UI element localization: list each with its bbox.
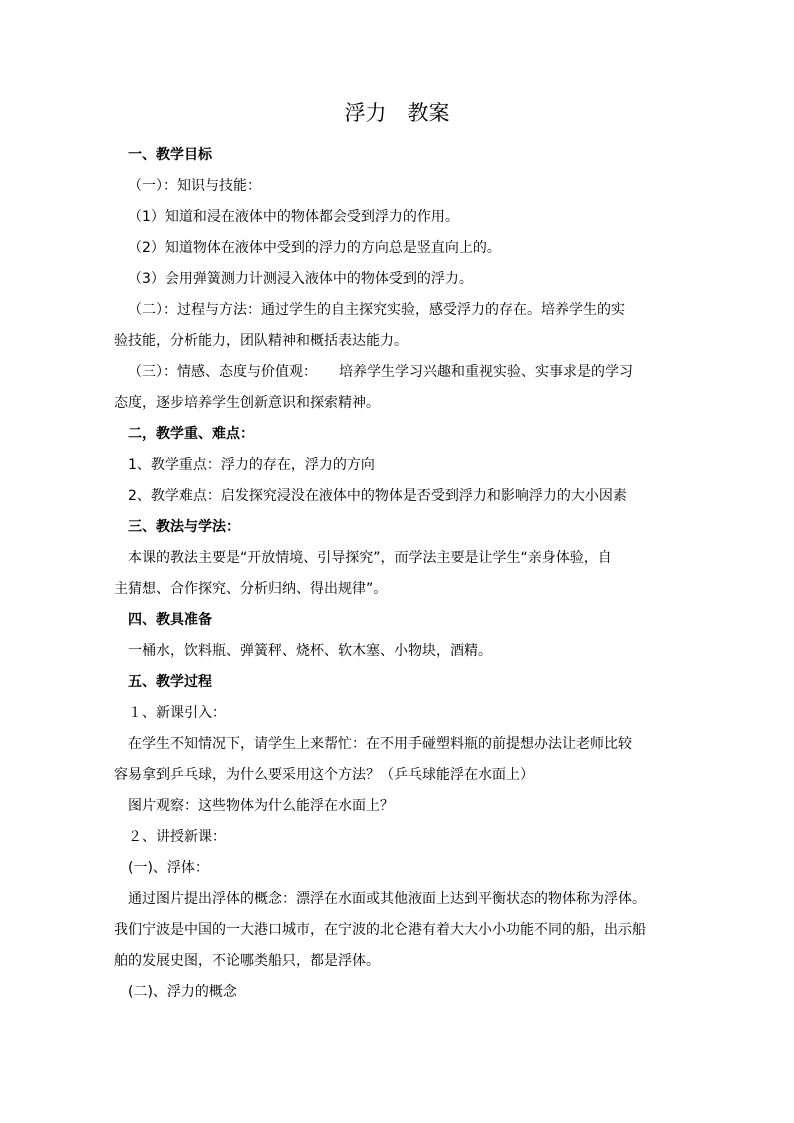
heading-teaching-objectives: 一、教学目标 <box>128 147 212 163</box>
document-title: 浮力 教案 <box>344 101 450 125</box>
paragraph-line: 1、教学重点：浮力的存在，浮力的方向 <box>128 457 375 473</box>
paragraph-segment: 培养学生学习兴趣和重视实验、实事求是的学习 <box>339 364 633 380</box>
paragraph-line: （一）：知识与技能： <box>128 178 261 194</box>
paragraph-line: （2）知道物体在液体中受到的浮力的方向总是竖直向上的。 <box>128 240 501 256</box>
paragraph-line: 主猜想、合作探究、分析归纳、得出规律”。 <box>114 581 388 597</box>
paragraph-line: （3）会用弹簧测力计测浸入液体中的物体受到的浮力。 <box>128 271 473 287</box>
paragraph-line: （二）：过程与方法：通过学生的自主探究实验，感受浮力的存在。培养学生的实 <box>128 302 625 318</box>
paragraph-line: 我们宁波是中国的一大港口城市，在宁波的北仑港有着大大小小功能不同的船，出示船 <box>114 922 646 938</box>
paragraph-line <box>114 357 698 388</box>
heading-key-points: 二，教学重、难点： <box>128 426 254 442</box>
paragraph-line: (一)、浮体： <box>128 860 209 876</box>
paragraph-line: 图片观察：这些物体为什么能浮在水面上？ <box>128 798 394 814</box>
paragraph-segment: （三）：情感、态度与价值观： <box>128 364 317 380</box>
paragraph-line: 舶的发展史图，不论哪类船只，都是浮体。 <box>114 953 380 969</box>
paragraph-line: （1）知道和浸在液体中的物体都会受到浮力的作用。 <box>128 209 459 225</box>
document-body <box>114 140 698 1008</box>
paragraph-line: 态度，逐步培养学生创新意识和探索精神。 <box>114 395 380 411</box>
heading-methods: 三、教法与学法： <box>128 519 240 535</box>
paragraph-line: 在学生不知情况下，请学生上来帮忙：在不用手碰塑料瓶的前提想办法让老师比较 <box>128 736 632 752</box>
paragraph-line: 2、教学难点：启发探究浸没在液体中的物体是否受到浮力和影响浮力的大小因素 <box>128 488 627 504</box>
heading-teaching-process: 五、教学过程 <box>128 674 212 690</box>
paragraph-line: ２、讲授新课： <box>128 829 226 845</box>
paragraph-line: (二)、浮力的概念 <box>128 984 237 1000</box>
paragraph-line: 本课的教法主要是“开放情境、引导探究”，而学法主要是让学生“亲身体验，自 <box>128 550 612 566</box>
paragraph-line: 验技能，分析能力，团队精神和概括表达能力。 <box>114 333 408 349</box>
paragraph-line: 容易拿到乒乓球，为什么要采用这个方法？（乒乓球能浮在水面上） <box>114 767 534 783</box>
heading-materials: 四、教具准备 <box>128 612 212 628</box>
paragraph-line: 一桶水，饮料瓶、弹簧秤、烧杯、软木塞、小物块，酒精。 <box>128 643 492 659</box>
paragraph-line: １、新课引入： <box>128 705 226 721</box>
paragraph-line: 通过图片提出浮体的概念：漂浮在水面或其他液面上达到平衡状态的物体称为浮体。 <box>128 891 646 907</box>
